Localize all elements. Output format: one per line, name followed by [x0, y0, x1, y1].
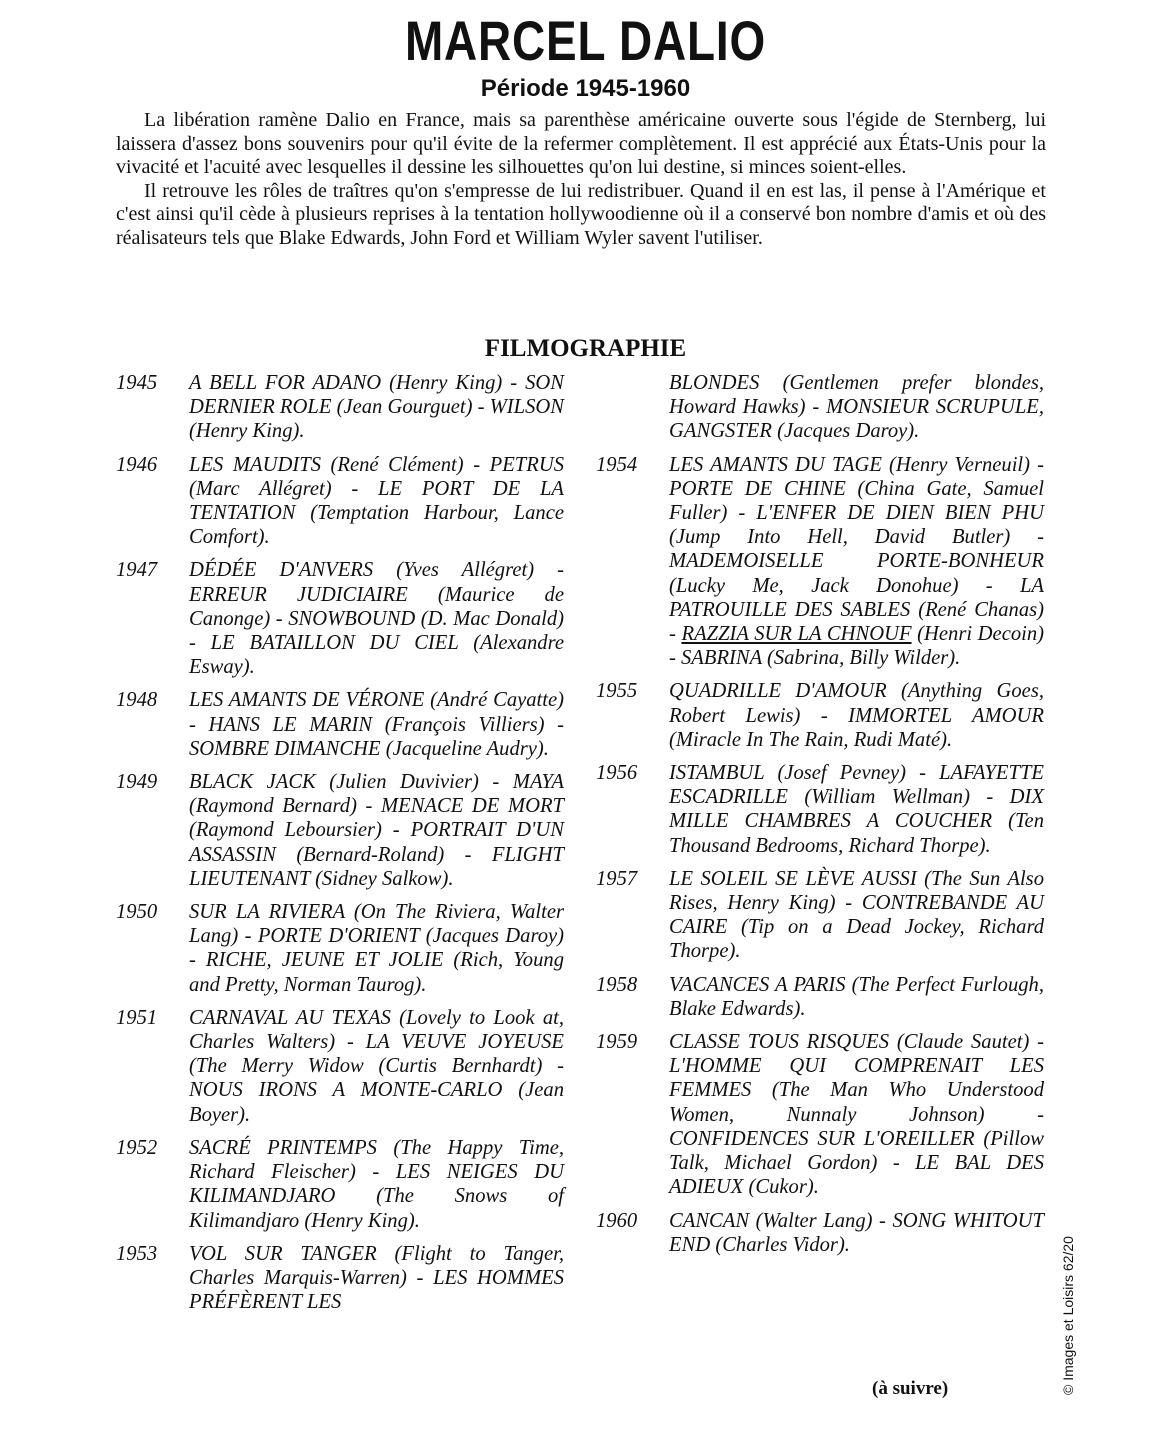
film-entry: [116, 900, 564, 997]
intro-paragraph: La libération ramène Dalio en France, mais sa parenthèse américaine ouverte sous l'égide de Sternberg, lui laissera d'assez bons souvenirs pour qu'il évite de la refermer complètement. Il est apprécié aux États-Unis pour la vivacité et l'acuité avec lesquelles il dessine les silhouettes qu'on lui destine, si minces soient-elles.: [116, 109, 1046, 179]
entry-year: 1954: [596, 453, 638, 476]
entry-text: VOL SUR TANGER (Flight to Tanger, Charles Marquis-Warren) - LES HOMMES PRÉFÈRENT LES: [189, 1242, 564, 1314]
period-subtitle: Période 1945-1960: [480, 75, 691, 102]
entry-year: 1958: [596, 973, 638, 996]
film-entry: [596, 761, 1044, 858]
entry-text: LES AMANTS DE VÉRONE (André Cayatte) - HANS LE MARIN (François Villiers) - SOMBRE DIMANCHE (Jacqueline Audry).: [189, 689, 564, 760]
filmography-left-column: [116, 371, 564, 1323]
film-entry: [116, 558, 564, 679]
entry-text: DÉDÉE D'ANVERS (Yves Allégret) - ERREUR JUDICIAIRE (Maurice de Canonge) - SNOWBOUND (D. Mac Donald) - LE BATAILLON DU CIEL (Alexandre Esway).: [189, 559, 564, 679]
entry-year: 1957: [596, 867, 638, 890]
entry-year: 1956: [596, 762, 638, 785]
film-entry: [116, 453, 564, 550]
entry-year: 1947: [116, 559, 158, 582]
entry-text: A BELL FOR ADANO (Henry King) - SON DERNIER ROLE (Jean Gourguet) - WILSON (Henry King).: [189, 372, 565, 443]
intro-text: [116, 109, 1046, 251]
entry-year: 1948: [116, 689, 158, 712]
entry-year: 1952: [116, 1136, 158, 1159]
entry-year: 1959: [596, 1031, 638, 1054]
film-entry: [116, 1136, 564, 1233]
entry-text: SACRÉ PRINTEMPS (The Happy Time, Richard Fleischer) - LES NEIGES DU KILIMANDJARO (The Snows of Kilimandjaro (Henry King).: [189, 1136, 564, 1232]
filmography-heading: FILMOGRAPHIE: [484, 335, 687, 362]
film-entry: [596, 679, 1044, 752]
film-entry: [116, 770, 564, 891]
film-entry: [596, 453, 1044, 671]
entry-text-part: LES AMANTS DU TAGE (Henry Verneuil) - PORTE DE CHINE (China Gate, Samuel Fuller) - L'ENFER DE DIEN BIEN PHU (Jump Into Hell, David Butler) - MADEMOISELLE PORTE-BONHEUR (Lucky Me, Jack Donohue) - LA PATROUILLE DES SABLES (René Chanas) -: [669, 453, 1044, 646]
entry-year: 1949: [116, 771, 158, 794]
entry-text: CANCAN (Walter Lang) - SONG WHITOUT END (Charles Vidor).: [669, 1209, 1044, 1256]
page-title: MARCEL DALIO: [404, 9, 767, 72]
film-entry: [116, 1242, 564, 1315]
film-entry: [596, 867, 1044, 964]
entry-text: BLACK JACK (Julien Duvivier) - MAYA (Raymond Bernard) - MENACE DE MORT (Raymond Leboursier) - PORTRAIT D'UN ASSASSIN (Bernard-Roland) - FLIGHT LIEUTENANT (Sidney Salkow).: [189, 771, 564, 890]
to-be-continued: (à suivre): [872, 1378, 949, 1399]
film-entry: [116, 371, 564, 444]
entry-year: 1951: [116, 1006, 158, 1029]
entry-year: 1945: [116, 372, 158, 394]
entry-text-part: (Henri Decoin) - SABRINA (Sabrina, Billy Wilder).: [669, 623, 1045, 670]
entry-text: [669, 453, 1044, 671]
underlined-film-title: RAZZIA SUR LA CHNOUF: [681, 623, 912, 646]
entry-text: VACANCES A PARIS (The Perfect Furlough, Blake Edwards).: [669, 973, 1044, 1020]
film-entry: [596, 973, 1044, 1021]
entry-text: QUADRILLE D'AMOUR (Anything Goes, Robert Lewis) - IMMORTEL AMOUR (Miracle In The Rain, Rudi Maté).: [669, 680, 1044, 751]
film-entry: [116, 688, 564, 761]
intro-paragraph: Il retrouve les rôles de traîtres qu'on s'empresse de lui redistribuer. Quand il en est las, il pense à l'Amérique et c'est ainsi qu'il cède à plusieurs reprises à la tentation hollywoodienne où il a conservé bon nombre d'amis et où des réalisateurs tels que Blake Edwards, John Ford et William Wyler savent l'utiliser.: [116, 179, 1046, 249]
entry-text: ISTAMBUL (Josef Pevney) - LAFAYETTE ESCADRILLE (William Wellman) - DIX MILLE CHAMBRES A COUCHER (Ten Thousand Bedrooms, Richard Thorpe).: [669, 762, 1044, 857]
entry-year: 1946: [116, 453, 158, 476]
entry-text: LE SOLEIL SE LÈVE AUSSI (The Sun Also Rises, Henry King) - CONTREBANDE AU CAIRE (Tip on a Dead Jockey, Richard Thorpe).: [669, 867, 1044, 963]
entry-text: SUR LA RIVIERA (On The Riviera, Walter Lang) - PORTE D'ORIENT (Jacques Daroy) - RICHE, JEUNE ET JOLIE (Rich, Young and Pretty, Norman Taurog).: [189, 901, 564, 996]
entry-continuation: BLONDES (Gentlemen prefer blondes, Howard Hawks) - MONSIEUR SCRUPULE, GANGSTER (Jacques Daroy).: [669, 372, 1044, 443]
copyright-credit: © Images et Loisirs 62/20: [1060, 1236, 1076, 1395]
film-entry: [116, 1006, 564, 1127]
entry-text: CARNAVAL AU TEXAS (Lovely to Look at, Charles Walters) - LA VEUVE JOYEUSE (The Merry Widow (Curtis Bernhardt) - NOUS IRONS A MONTE-CARLO (Jean Boyer).: [189, 1006, 564, 1126]
entry-year: 1955: [596, 680, 638, 703]
entry-text: CLASSE TOUS RISQUES (Claude Sautet) - L'HOMME QUI COMPRENAIT LES FEMMES (The Man Who Understood Women, Nunnaly Johnson) - CONFIDENCES SUR L'OREILLER (Pillow Talk, Michael Gordon) - LE BAL DES ADIEUX (Cukor).: [669, 1031, 1044, 1199]
entry-year: 1950: [116, 901, 158, 924]
film-entry: [596, 1030, 1044, 1199]
entry-text: LES MAUDITS (René Clément) - PETRUS (Marc Allégret) - LE PORT DE LA TENTATION (Temptation Harbour, Lance Comfort).: [189, 453, 564, 549]
film-entry: [596, 1209, 1044, 1257]
entry-year: 1953: [116, 1242, 158, 1265]
filmography-right-column: [596, 371, 1044, 1266]
entry-year: 1960: [596, 1209, 638, 1232]
